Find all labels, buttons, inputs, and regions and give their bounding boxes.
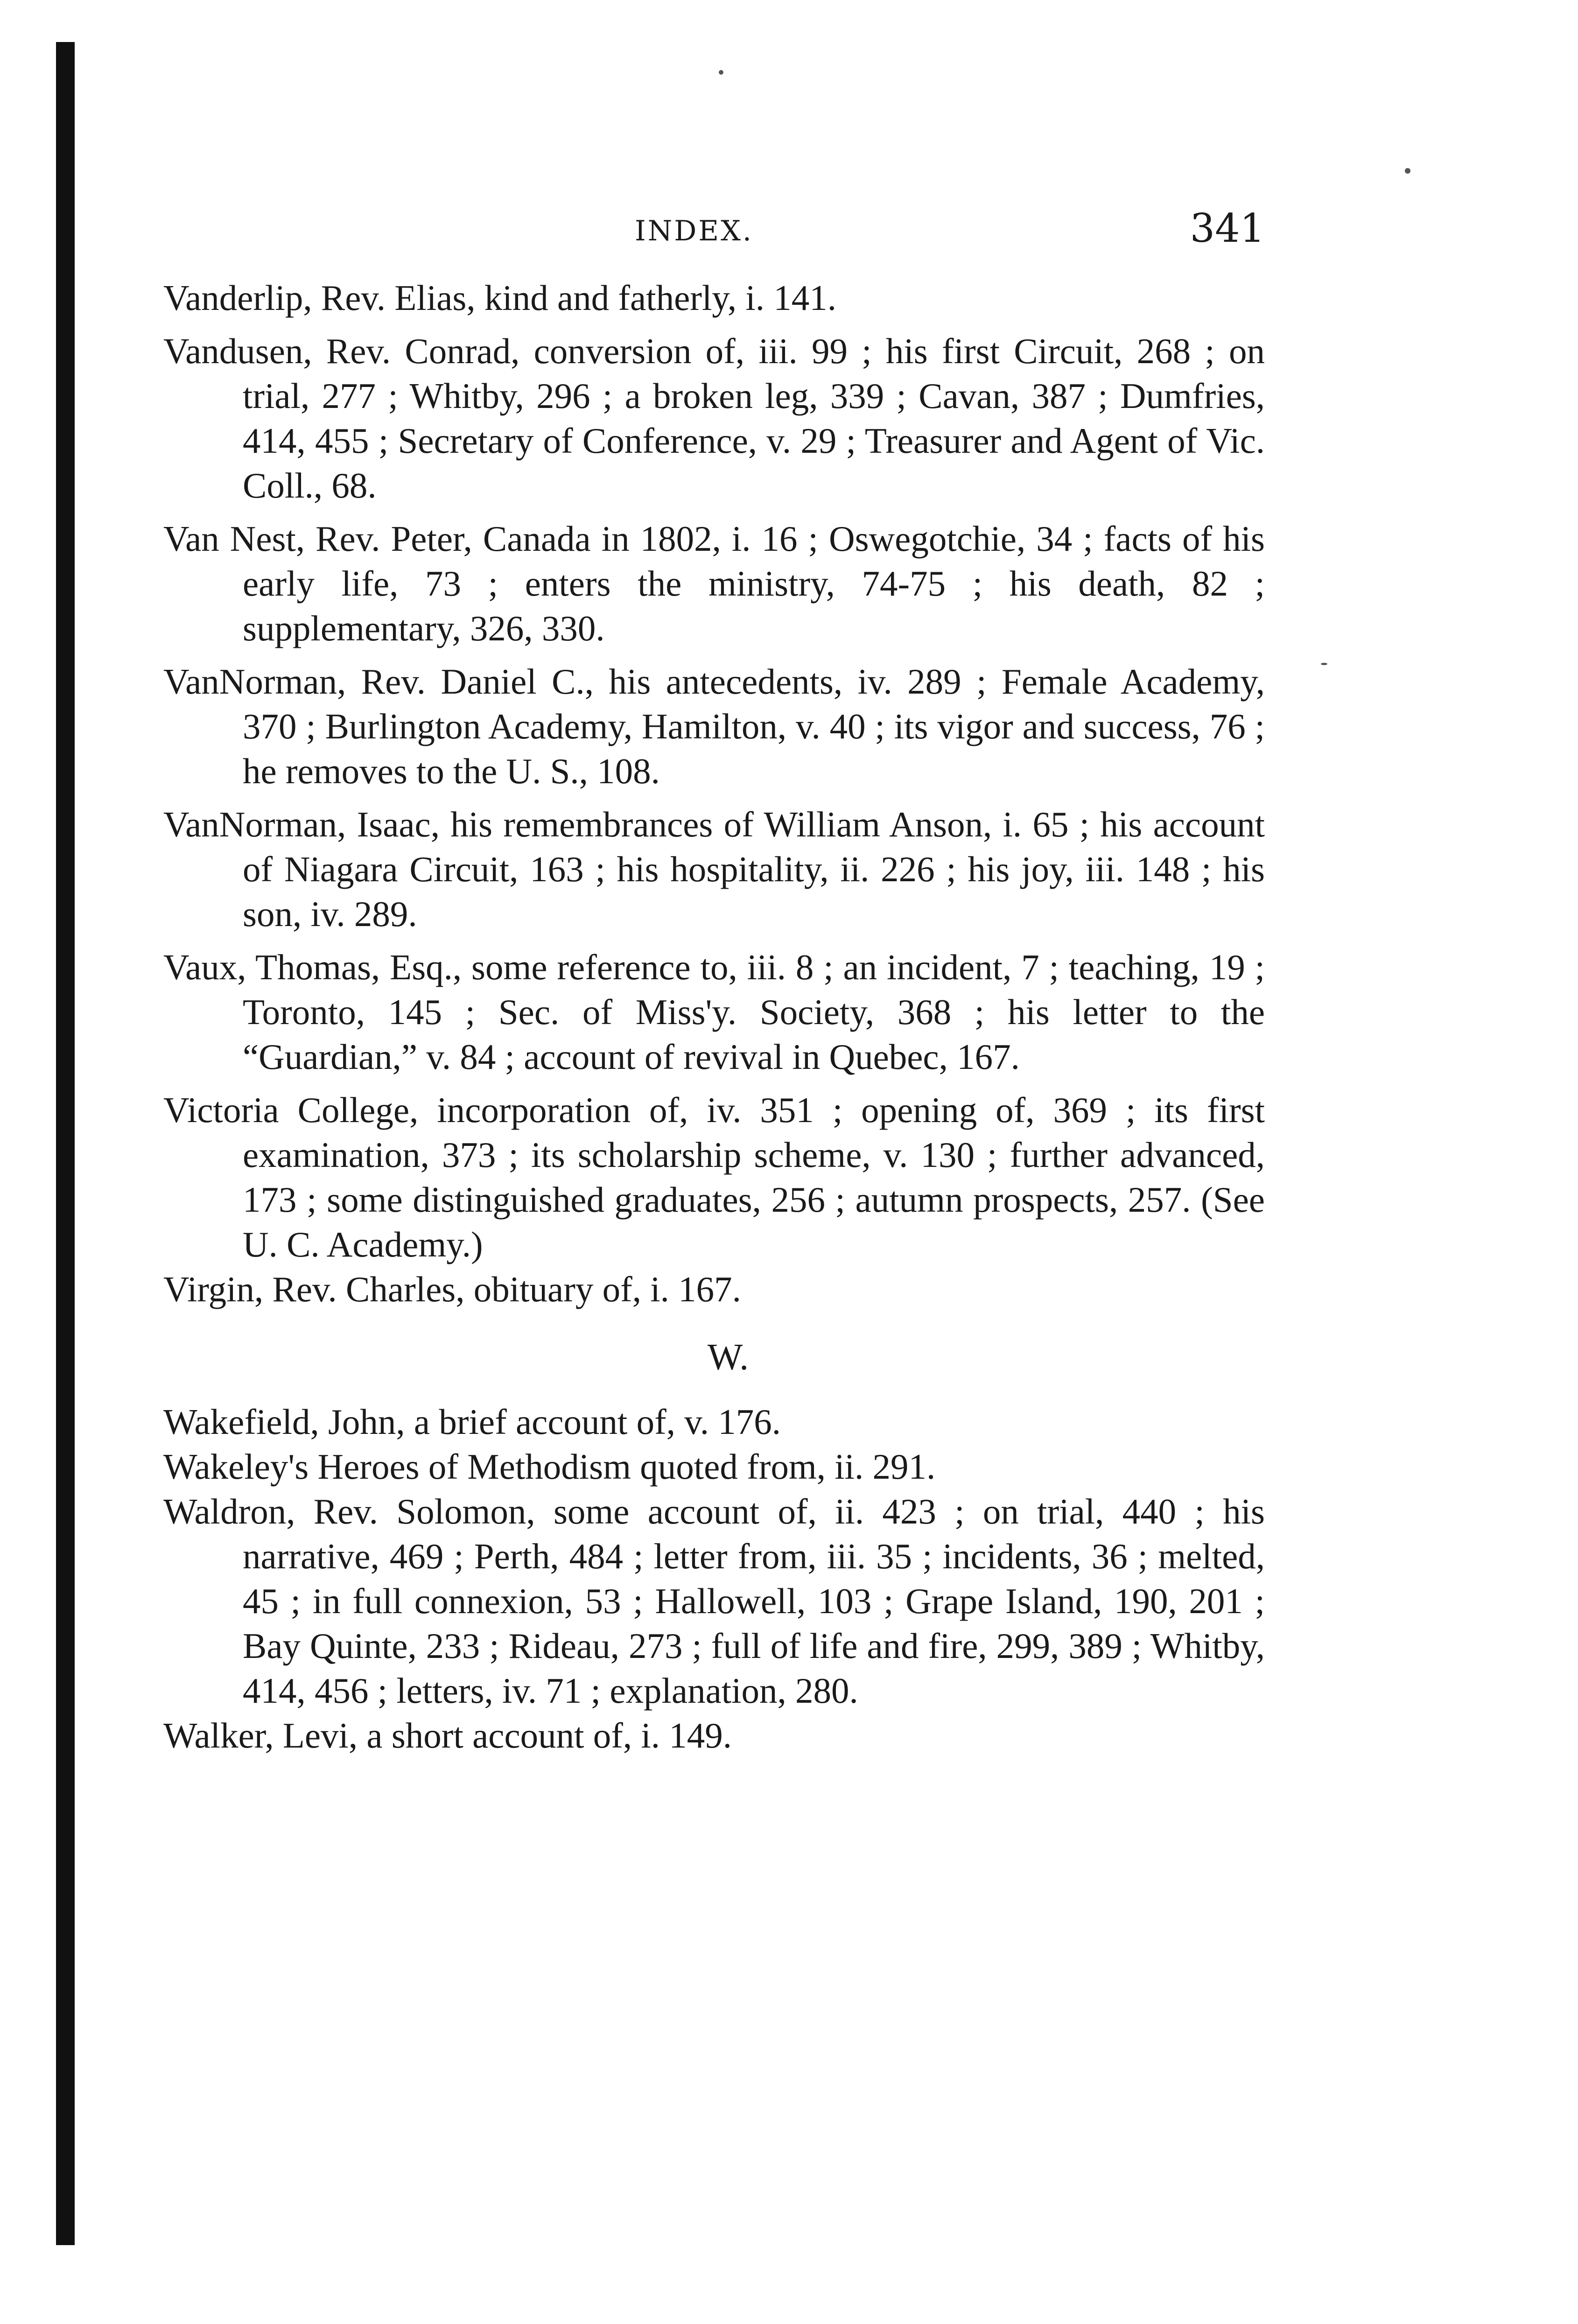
index-entry: Wakefield, John, a brief account of, v. 176. [163, 1402, 781, 1442]
index-entry: VanNorman, Isaac, his remembrances of William Anson, i. 65 ; his account of Niagara Circuit, 163 ; his hospitality, ii. 226 ; his joy, iii. 148 ; his son, iv. 289. [163, 804, 1265, 934]
paper-speck [719, 70, 723, 75]
running-title: INDEX. [635, 215, 753, 247]
index-page [163, 205, 1265, 1766]
index-entry: Van Nest, Rev. Peter, Canada in 1802, i. 16 ; Oswegotchie, 34 ; facts of his early life, 73 ; enters the ministry, 74-75 ; his death, 82 ; supplementary, 326, 330. [163, 519, 1265, 648]
index-entry: Waldron, Rev. Solomon, some account of, ii. 423 ; on trial, 440 ; his narrative, 469 ; Perth, 484 ; letter from, iii. 35 ; incidents, 36 ; melted, 45 ; in full connexion, 53 ; Hallowell, 103 ; Grape Island, 190, 201 ; Bay Quinte, 233 ; Rideau, 273 ; full of life and fire, 299, 389 ; Whitby, 414, 456 ; letters, iv. 71 ; explanation, 280. [163, 1491, 1265, 1711]
index-entry: Wakeley's Heroes of Methodism quoted from, ii. 291. [163, 1446, 936, 1487]
section-letter-heading: W. [707, 1337, 749, 1378]
index-entry: VanNorman, Rev. Daniel C., his antecedents, iv. 289 ; Female Academy, 370 ; Burlington Academy, Hamilton, v. 40 ; its vigor and success, 76 ; he removes to the U. S., 108. [163, 661, 1265, 791]
running-head [163, 205, 1265, 275]
index-entry: Vanderlip, Rev. Elias, kind and fatherly, i. 141. [163, 278, 836, 318]
paper-speck [1321, 663, 1327, 665]
index-entry: Victoria College, incorporation of, iv. 351 ; opening of, 369 ; its first examination, 373 ; its scholarship scheme, v. 130 ; further advanced, 173 ; some distinguished graduates, 256 ; autumn prospects, 257. (See U. C. Academy.) [163, 1090, 1265, 1264]
paper-speck [1405, 168, 1410, 174]
binding-shadow [56, 42, 75, 2245]
index-entry: Walker, Levi, a short account of, i. 149. [163, 1715, 732, 1755]
index-entry: Vandusen, Rev. Conrad, conversion of, iii. 99 ; his first Circuit, 268 ; on trial, 277 ; Whitby, 296 ; a broken leg, 339 ; Cavan, 387 ; Dumfries, 414, 455 ; Secretary of Conference, v. 29 ; Treasurer and Agent of Vic. Coll., 68. [163, 331, 1265, 506]
page-number: 341 [1190, 205, 1265, 251]
index-entry: Virgin, Rev. Charles, obituary of, i. 167. [163, 1269, 741, 1309]
index-entries [163, 275, 1265, 1758]
index-entry: Vaux, Thomas, Esq., some reference to, iii. 8 ; an incident, 7 ; teaching, 19 ; Toronto, 145 ; Sec. of Miss'y. Society, 368 ; his letter to the “Guardian,” v. 84 ; account of revival in Quebec, 167. [163, 947, 1265, 1077]
